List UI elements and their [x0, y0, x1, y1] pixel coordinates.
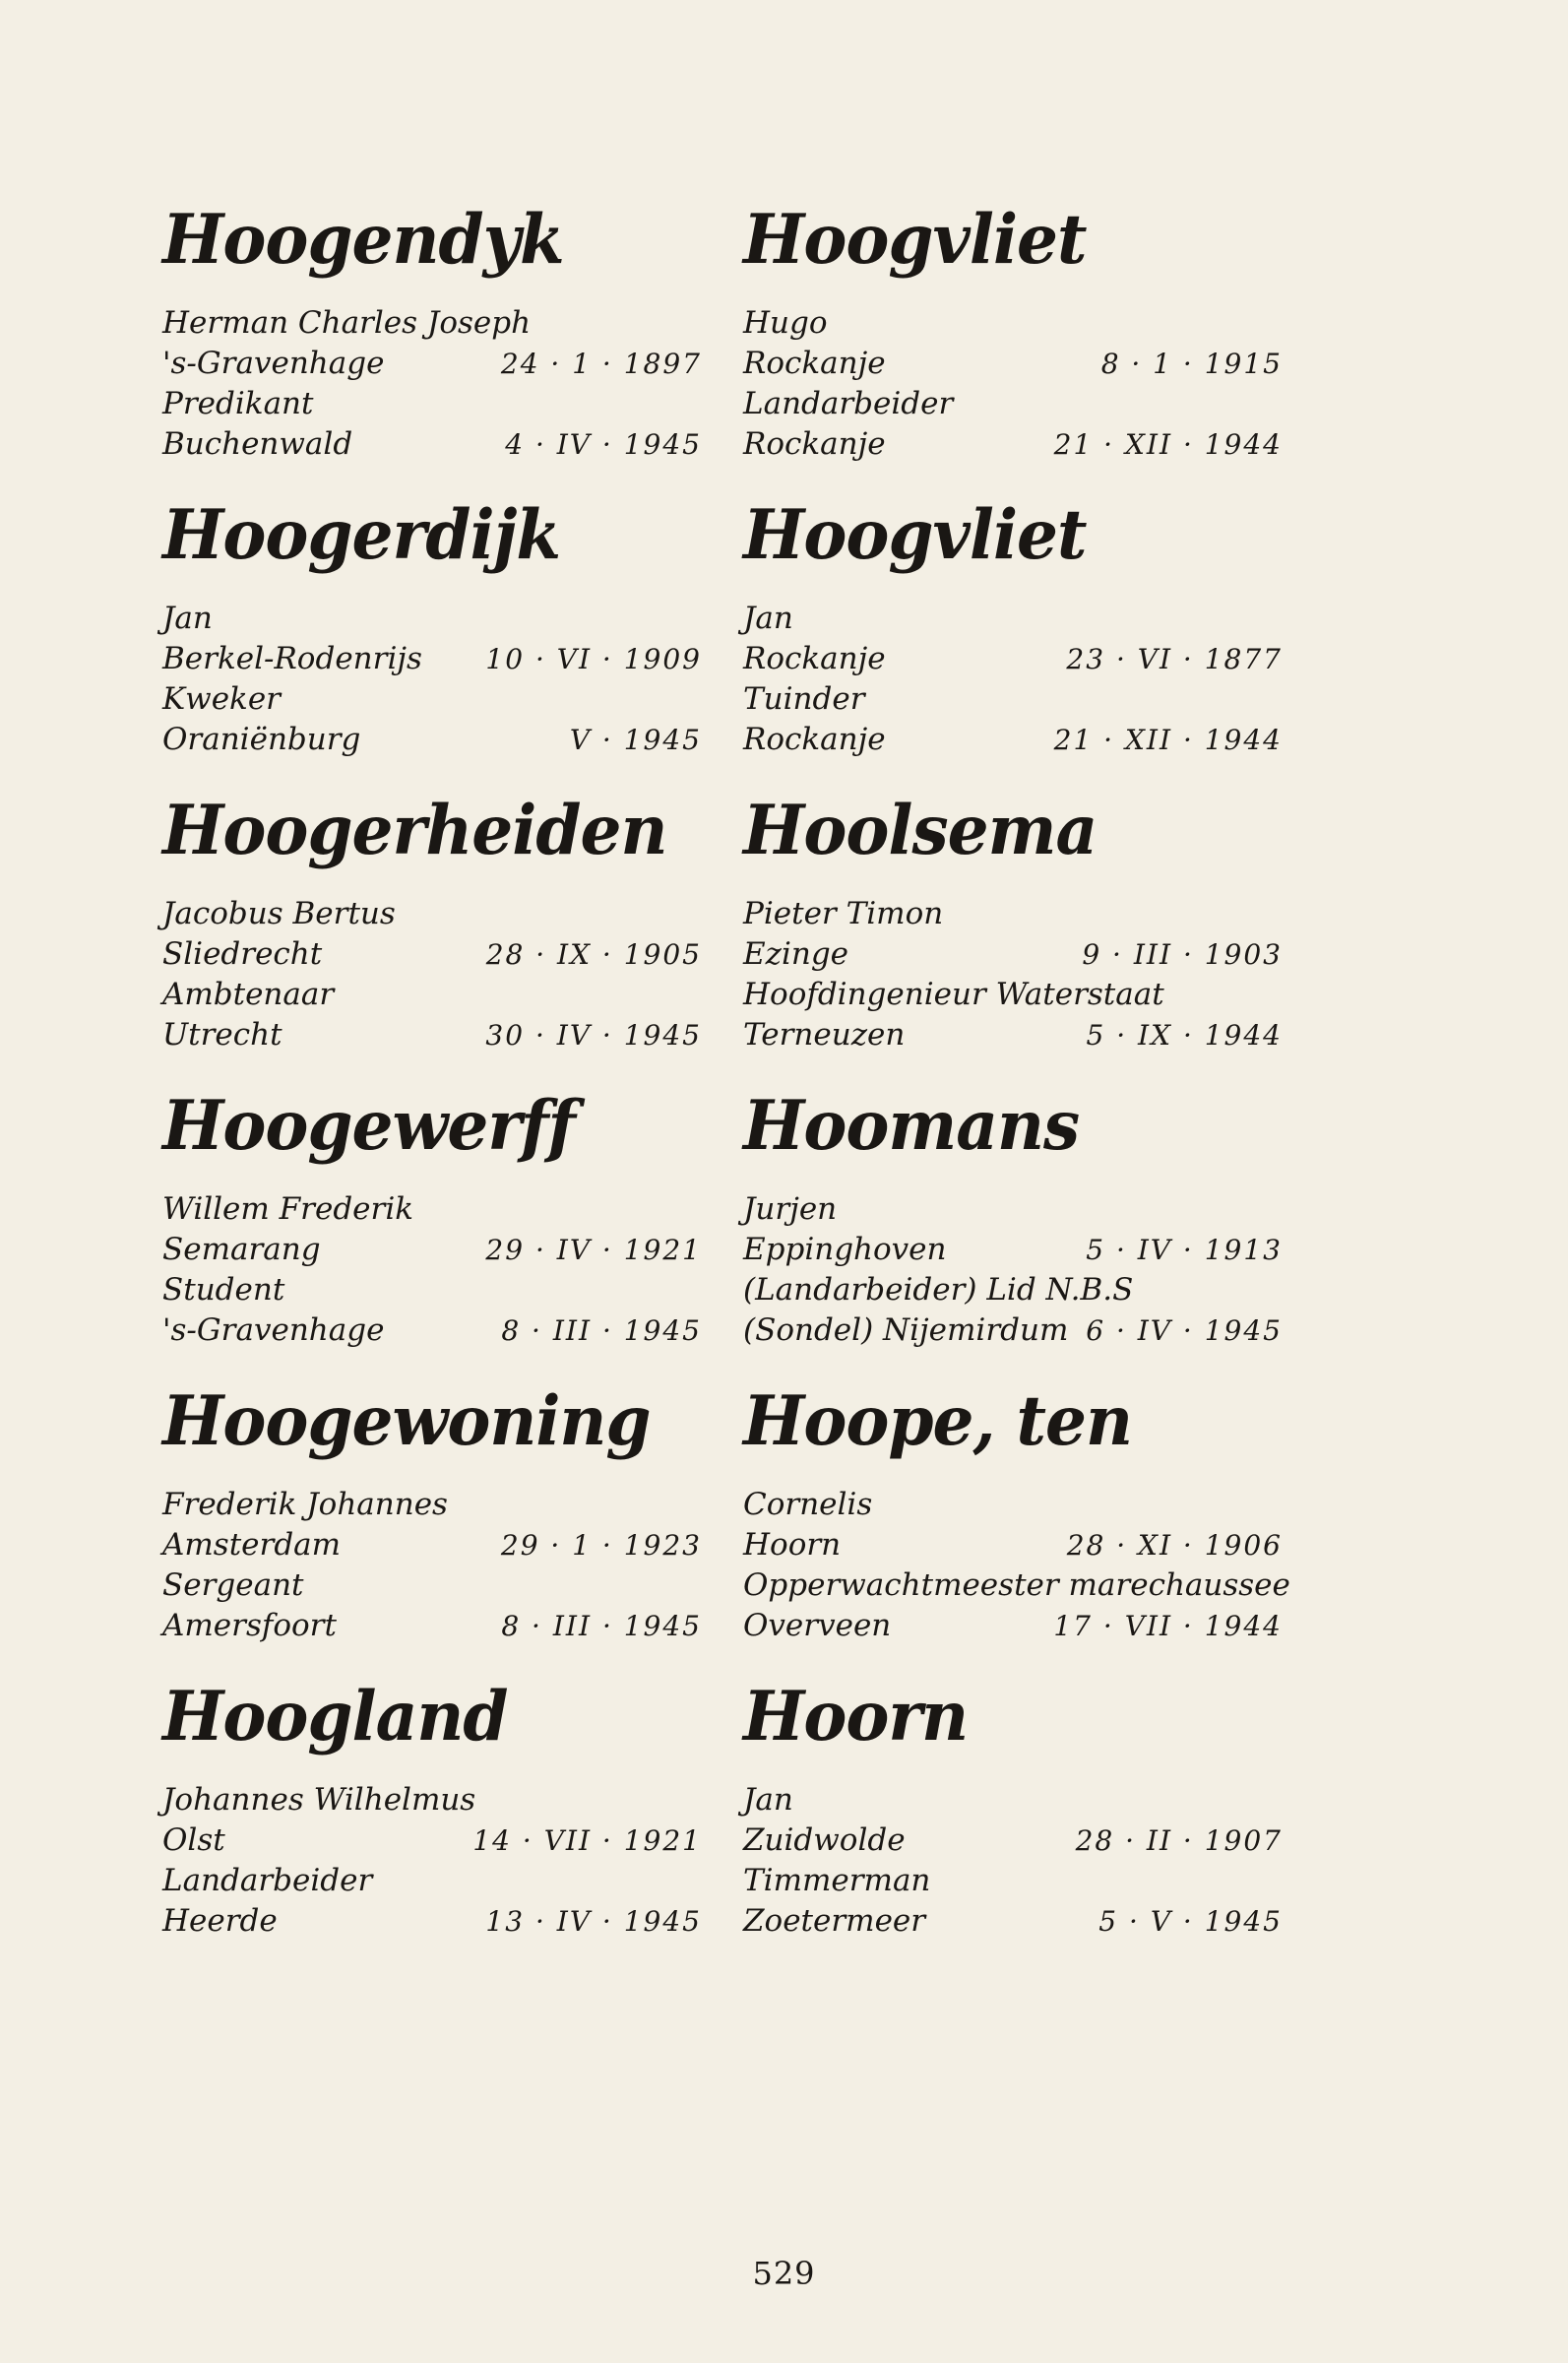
detail-row — [162, 1310, 714, 1351]
birthplace: Zuidwolde — [743, 1822, 906, 1858]
death-date: 4 · IV · 1945 — [505, 428, 702, 461]
given-names: Johannes Wilhelmus — [162, 1782, 476, 1818]
occupation: Kweker — [162, 681, 281, 717]
birthplace: Semarang — [162, 1232, 321, 1267]
detail-row — [162, 424, 714, 465]
detail-row — [743, 344, 1294, 384]
detail-row — [743, 1270, 1294, 1310]
surname: Hoomans — [743, 1084, 1080, 1166]
detail-row — [743, 1901, 1294, 1942]
entry-details — [162, 599, 714, 760]
detail-row — [162, 344, 714, 384]
entry — [162, 1674, 714, 1969]
birth-date: 28 · XI · 1906 — [1066, 1529, 1283, 1562]
detail-row — [743, 599, 1294, 639]
detail-row — [743, 424, 1294, 465]
surname: Hoope, ten — [743, 1379, 1132, 1461]
death-date: 30 · IV · 1945 — [485, 1019, 702, 1052]
birthplace: Rockanje — [743, 641, 886, 676]
detail-row — [162, 975, 714, 1015]
birthplace: Berkel-Rodenrijs — [162, 641, 422, 676]
occupation: Student — [162, 1272, 285, 1308]
surname: Hoogerdijk — [162, 493, 561, 575]
birthplace: Hoorn — [743, 1527, 842, 1563]
place-of-death: 's-Gravenhage — [162, 1312, 385, 1348]
detail-row — [162, 720, 714, 760]
detail-row — [743, 1485, 1294, 1525]
surname: Hoogewerff — [162, 1084, 575, 1166]
detail-row — [743, 1861, 1294, 1901]
detail-row — [743, 1015, 1294, 1055]
entry — [743, 1378, 1294, 1674]
detail-row — [162, 1485, 714, 1525]
given-names: Herman Charles Joseph — [162, 305, 532, 341]
place-of-death: Rockanje — [743, 426, 886, 462]
detail-row — [743, 1565, 1294, 1606]
birthplace: Eppinghoven — [743, 1232, 947, 1267]
place-of-death: Rockanje — [743, 722, 886, 757]
detail-row — [162, 1780, 714, 1820]
detail-row — [162, 1189, 714, 1230]
surname: Hoogerheiden — [162, 789, 667, 870]
occupation: Landarbeider — [162, 1863, 373, 1898]
death-date: 5 · IX · 1944 — [1086, 1019, 1283, 1052]
entry-details — [743, 1485, 1294, 1646]
place-of-death: Terneuzen — [743, 1017, 906, 1053]
detail-row — [743, 679, 1294, 720]
place-of-death: Utrecht — [162, 1017, 282, 1053]
birth-date: 8 · 1 · 1915 — [1100, 348, 1283, 380]
birth-date: 28 · IX · 1905 — [485, 938, 702, 971]
detail-row — [162, 384, 714, 424]
given-names: Cornelis — [743, 1487, 873, 1522]
surname: Hoorn — [743, 1675, 969, 1756]
occupation: Sergeant — [162, 1567, 304, 1603]
surname: Hoogewoning — [162, 1379, 651, 1461]
detail-row — [162, 1525, 714, 1565]
occupation: Tuinder — [743, 681, 865, 717]
birthplace: Amsterdam — [162, 1527, 342, 1563]
detail-row — [162, 1606, 714, 1646]
birth-date: 5 · IV · 1913 — [1086, 1234, 1283, 1266]
detail-row — [743, 639, 1294, 679]
death-date: 13 · IV · 1945 — [485, 1905, 702, 1938]
place-of-death: Oraniënburg — [162, 722, 361, 757]
birth-date: 28 · II · 1907 — [1075, 1824, 1283, 1857]
detail-row — [743, 384, 1294, 424]
entry-details — [162, 894, 714, 1055]
death-date: 6 · IV · 1945 — [1086, 1314, 1283, 1347]
occupation: Hoofdingenieur Waterstaat — [743, 977, 1164, 1012]
birth-date: 14 · VII · 1921 — [472, 1824, 702, 1857]
occupation: Landarbeider — [743, 386, 954, 421]
entry-details — [162, 1189, 714, 1351]
entry-details — [743, 894, 1294, 1055]
detail-row — [743, 975, 1294, 1015]
death-date: 5 · V · 1945 — [1098, 1905, 1283, 1938]
given-names: Willem Frederik — [162, 1191, 414, 1227]
surname: Hoogvliet — [743, 493, 1087, 575]
birthplace: Ezinge — [743, 936, 849, 972]
birth-date: 24 · 1 · 1897 — [500, 348, 702, 380]
entry — [743, 1083, 1294, 1378]
birthplace: Sliedrecht — [162, 936, 323, 972]
birthplace: Olst — [162, 1822, 225, 1858]
entry — [162, 492, 714, 788]
detail-row — [162, 894, 714, 934]
detail-row — [743, 934, 1294, 975]
detail-row — [162, 303, 714, 344]
detail-row — [743, 1230, 1294, 1270]
death-date: 8 · III · 1945 — [501, 1314, 702, 1347]
place-of-death: Amersfoort — [162, 1608, 337, 1643]
detail-row — [162, 934, 714, 975]
given-names: Jacobus Bertus — [162, 896, 396, 931]
entry-details — [743, 1189, 1294, 1351]
given-names: Pieter Timon — [743, 896, 944, 931]
detail-row — [743, 1525, 1294, 1565]
death-date: 8 · III · 1945 — [501, 1610, 702, 1642]
detail-row — [743, 1189, 1294, 1230]
detail-row — [162, 1270, 714, 1310]
given-names: Jan — [743, 1782, 793, 1818]
detail-row — [743, 720, 1294, 760]
given-names: Jan — [743, 601, 793, 636]
detail-row — [743, 1780, 1294, 1820]
given-names: Hugo — [743, 305, 828, 341]
right-column — [743, 197, 1294, 1969]
occupation: Predikant — [162, 386, 314, 421]
place-of-death: Heerde — [162, 1903, 278, 1939]
birthplace: Rockanje — [743, 346, 886, 381]
death-date: 17 · VII · 1944 — [1053, 1610, 1283, 1642]
surname: Hoogvliet — [743, 198, 1087, 280]
detail-row — [162, 679, 714, 720]
place-of-death: Zoetermeer — [743, 1903, 926, 1939]
given-names: Jurjen — [743, 1191, 838, 1227]
entry-details — [162, 1485, 714, 1646]
entry — [743, 788, 1294, 1083]
detail-row — [743, 894, 1294, 934]
detail-row — [743, 1820, 1294, 1861]
detail-row — [743, 1310, 1294, 1351]
birth-date: 29 · 1 · 1923 — [500, 1529, 702, 1562]
occupation: (Landarbeider) Lid N.B.S — [743, 1272, 1134, 1308]
entry-details — [162, 303, 714, 465]
death-date: V · 1945 — [569, 724, 702, 756]
detail-row — [162, 639, 714, 679]
entry — [162, 788, 714, 1083]
surname: Hoolsema — [743, 789, 1098, 870]
entry-details — [743, 303, 1294, 465]
death-date: 21 · XII · 1944 — [1053, 428, 1283, 461]
entry — [743, 492, 1294, 788]
entry — [162, 1083, 714, 1378]
detail-row — [162, 1015, 714, 1055]
occupation: Timmerman — [743, 1863, 931, 1898]
entry — [743, 1674, 1294, 1969]
entry-details — [162, 1780, 714, 1942]
birth-date: 9 · III · 1903 — [1082, 938, 1283, 971]
surname: Hoogland — [162, 1675, 508, 1756]
detail-row — [162, 1820, 714, 1861]
birthplace: 's-Gravenhage — [162, 346, 385, 381]
occupation: Opperwachtmeester marechaussee — [743, 1567, 1290, 1603]
detail-row — [162, 1565, 714, 1606]
detail-row — [162, 1901, 714, 1942]
birth-date: 10 · VI · 1909 — [485, 643, 702, 675]
entry — [743, 197, 1294, 492]
given-names: Jan — [162, 601, 213, 636]
surname: Hoogendyk — [162, 198, 564, 280]
detail-row — [743, 303, 1294, 344]
entry-details — [743, 599, 1294, 760]
left-column — [162, 197, 714, 1969]
death-date: 21 · XII · 1944 — [1053, 724, 1283, 756]
place-of-death: Overveen — [743, 1608, 892, 1643]
detail-row — [743, 1606, 1294, 1646]
page-number: 529 — [752, 2255, 816, 2292]
detail-row — [162, 1230, 714, 1270]
birth-date: 23 · VI · 1877 — [1066, 643, 1283, 675]
entry-details — [743, 1780, 1294, 1942]
place-of-death: Buchenwald — [162, 426, 353, 462]
entry — [162, 1378, 714, 1674]
given-names: Frederik Johannes — [162, 1487, 448, 1522]
detail-row — [162, 599, 714, 639]
detail-row — [162, 1861, 714, 1901]
entry — [162, 197, 714, 492]
occupation: Ambtenaar — [162, 977, 335, 1012]
place-of-death: (Sondel) Nijemirdum — [743, 1312, 1069, 1348]
birth-date: 29 · IV · 1921 — [485, 1234, 702, 1266]
